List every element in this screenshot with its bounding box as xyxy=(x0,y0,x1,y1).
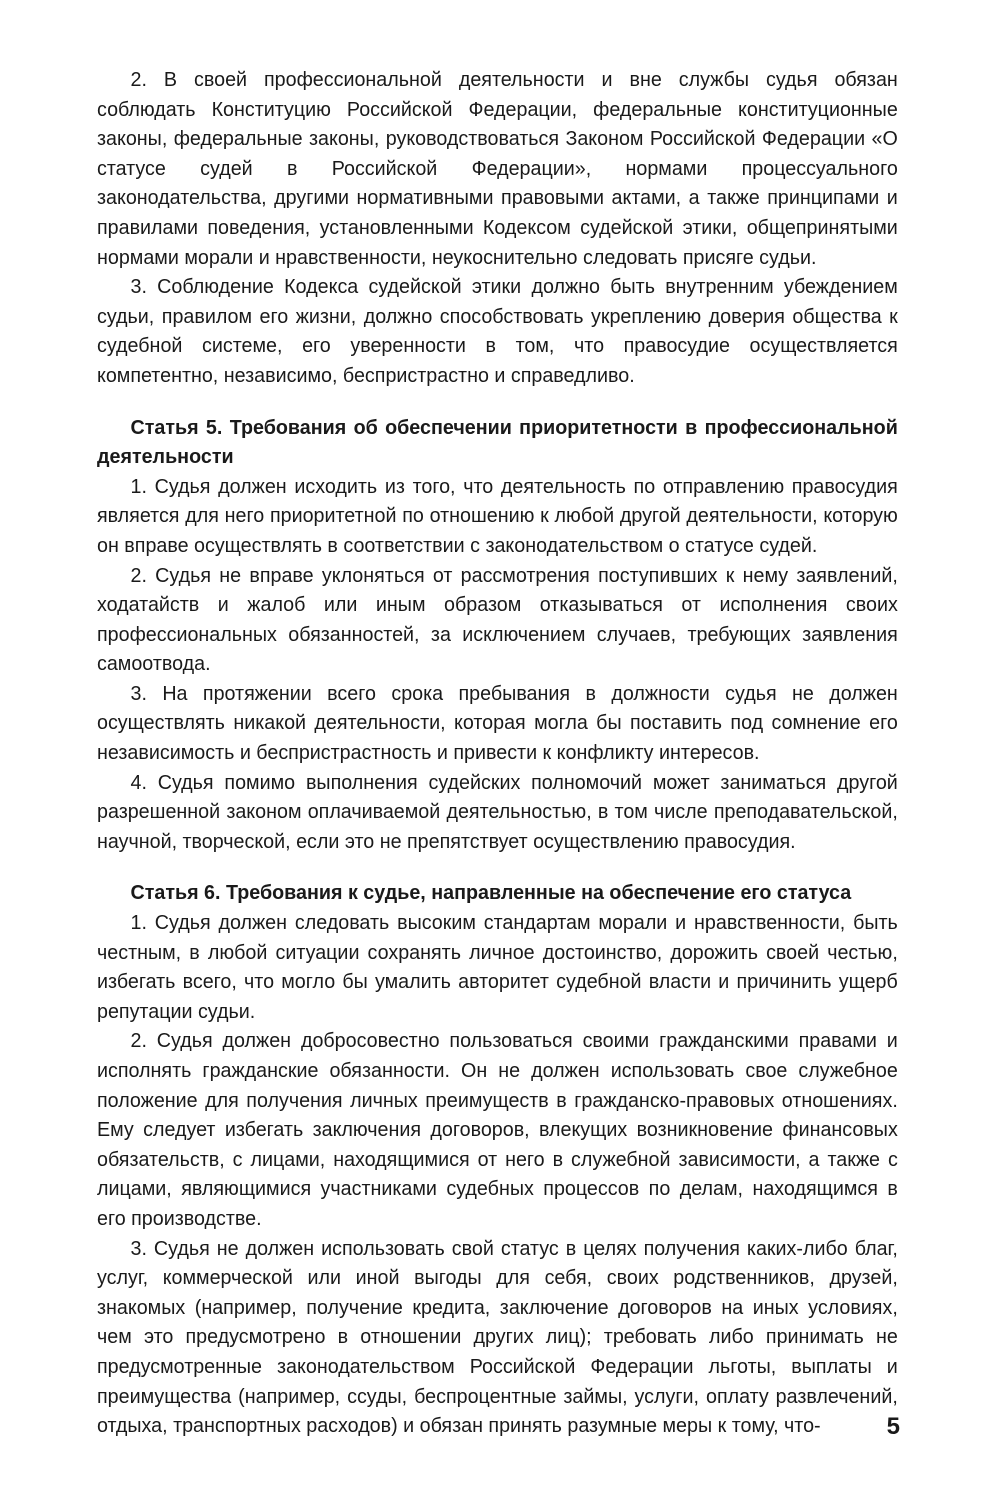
paragraph-art6-item1: 1. Судья должен следовать высоким стандартам морали и нравственности, быть честным, в любой ситуации сохранять личное достоинство, дорожить своей честью, избегать всего, что могло бы умалить авторитет судебной власти и причинить ущерб репутации судьи. xyxy=(97,912,898,1023)
paragraph-art4-item2: 2. В своей профессиональной деятельности и вне службы судья обязан соблюдать Конституцию Российской Федерации, федеральные конституционные законы, федеральные законы, руководствоваться Законом Российской Федерации «О статусе судей в Российской Федерации», нормами процессуального законодательства, другими нормативными правовыми актами, а также принципами и правилами поведения, установленными Кодексом судейской этики, общепринятыми нормами морали и нравственности, неукоснительно следовать присяге судьи. xyxy=(97,69,898,269)
paragraph-art4-item3: 3. Соблюдение Кодекса судейской этики должно быть внутренним убеждением судьи, правилом его жизни, должно способствовать укреплению доверия общества к судебной системе, его уверенности в том, что правосудие осуществляется компетентно, независимо, беспристрастно и справедливо. xyxy=(97,276,898,387)
page-number: 5 xyxy=(886,1413,900,1440)
paragraph-art5-item1: 1. Судья должен исходить из того, что деятельность по отправлению правосудия является для него приоритетной по отношению к любой другой деятельности, которую он вправе осуществлять в соответствии с законодательством о статусе судей. xyxy=(97,475,898,557)
paragraph-art5-item4: 4. Судья помимо выполнения судейских полномочий может заниматься другой разрешенной законом оплачиваемой деятельностью, в том числе преподавательской, научной, творческой, если это не препятствует осуществлению правосудия. xyxy=(97,771,898,853)
document-page xyxy=(97,66,898,1442)
article-5-heading: Статья 5. Требования об обеспечении приоритетности в профессиональной деятельности xyxy=(97,416,898,469)
paragraph-art6-item3: 3. Судья не должен использовать свой статус в целях получения каких-либо благ, услуг, коммерческой или иной выгоды для себя, своих родственников, друзей, знакомых (например, получение кредита, заключение договоров на иных условиях, чем это предусмотрено в отношении других лиц); требовать либо принимать не предусмотренные законодательством Российской Федерации льготы, выплаты и преимущества (например, ссуды, беспроцентные займы, услуги, оплату развлечений, отдыха, транспортных расходов) и обязан принять разумные меры к тому, что- xyxy=(97,1237,898,1438)
article-6-heading: Статья 6. Требования к судье, направленные на обеспечение его статуса xyxy=(130,882,852,905)
paragraph-art5-item3: 3. На протяжении всего срока пребывания в должности судья не должен осуществлять никакой деятельности, которая могла бы поставить под сомнение его независимость и беспристрастность и привести к конфликту интересов. xyxy=(97,682,898,765)
paragraph-art6-item2: 2. Судья должен добросовестно пользоваться своими гражданскими правами и исполнять гражданские обязанности. Он не должен использовать свое служебное положение для получения личных преимуществ в гражданско-правовых отношениях. Ему следует избегать заключения договоров, влекущих возникновение финансовых обязательств, с лицами, находящимися от него в служебной зависимости, а также с лицами, являющимися участниками судебных процессов по делам, находящимся в его производстве. xyxy=(97,1030,898,1230)
paragraph-art5-item2: 2. Судья не вправе уклоняться от рассмотрения поступивших к нему заявлений, ходатайств и жалоб или иным образом отказываться от исполнения своих профессиональных обязанностей, за исключением случаев, требующих заявления самоотвода. xyxy=(97,564,898,676)
